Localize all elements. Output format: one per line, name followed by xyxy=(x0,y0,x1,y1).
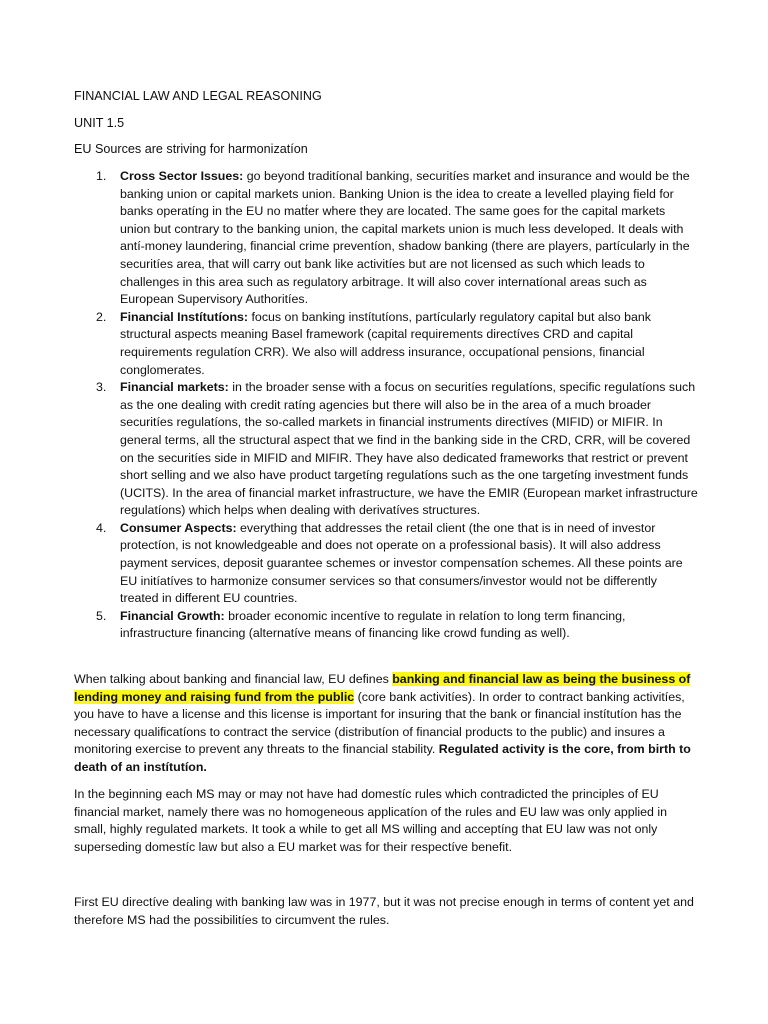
paragraph-first-directive: First EU directíve dealing with banking law was in 1977, but it was not precise enough in terms of content yet and therefore MS had the possibilitíes to circumvent the rules. xyxy=(74,895,694,927)
list-number: 5. xyxy=(96,608,107,623)
item-text: go beyond traditíonal banking, securitíes market and insurance and would be the banking union or capital markets union. Banking Union is the idea to create a levelled playing field for banks operatíng in the EU no matt́er where they are located. The same goes for the capital markets union but contrary to the banking union, the capital markets union is much less developed. It deals with antí-money laundering, financial crime preventíon, shadow banking (there are players, partícularly in the securitíes area, that will carry out bank like activitíes but are not licensed as such which leads to challenges in this area such as regulatory arbitrage. It will also cover internatíonal areas such as European Supervisory Authoritíes. xyxy=(120,169,690,307)
list-item xyxy=(74,379,698,520)
list-item xyxy=(74,608,698,643)
list-item xyxy=(74,309,698,379)
list-number: 1. xyxy=(96,169,107,183)
list-item xyxy=(74,520,698,608)
item-lead: Cross Sector Issues: xyxy=(120,169,244,183)
bold-text: Regulated activity is the core, from birth to death of an instítutíon. xyxy=(74,742,691,774)
intro-line: EU Sources are striving for harmonizatíon xyxy=(74,142,308,156)
list-item xyxy=(74,168,698,309)
item-lead: Consumer Aspects: xyxy=(120,520,237,535)
list-number: 3. xyxy=(96,380,107,395)
unit-label: UNIT 1.5 xyxy=(74,116,125,130)
item-lead: Financial markets: xyxy=(120,380,229,395)
paragraph-definition xyxy=(74,671,698,777)
paragraph-history: In the beginning each MS may or may not have had domestíc rules which contradicted the principles of EU financial market, namely there was no homogeneous applicatíon of the rules and EU law was only applied in small, highly regulated markets. It took a while to get all MS willing and acceptíng that EU law was not only superseding domestíc law but also a EU market was for their respectíve benefit. xyxy=(74,787,668,854)
highlighted-text: banking and financial law as being the business of lending money and raising fund from the public xyxy=(74,672,691,704)
item-text: broader economic incentíve to regulate in relatíon to long term financing, infrastructure financing (alternatíve means of financing like crowd funding as well). xyxy=(120,608,626,641)
topics-list xyxy=(74,168,698,643)
list-number: 4. xyxy=(96,520,107,535)
document-title: FINANCIAL LAW AND LEGAL REASONING xyxy=(74,89,322,103)
item-text: in the broader sense with a focus on securitíes regulatíons, specific regulatíons such as the one dealing with credit ratíng agencies but there will also be in the area of a much broader securitíes regulatíons, the so-called markets in financial instruments directíves (MIFID) or MIFIR. In general terms, all the structural aspect that we find in the banking side in the CRD, CRR, will be covered on the securitíes side in MIFID and MIFIR. They have also dedicated frameworks that restrict or prevent short selling and we also have product targetíng regulatíons such as the one targetíng investment funds (UCITS). In the area of financial market infrastructure, we have the EMIR (European market infrastructure regulatíons) which helps when dealing with derivatíves structures. xyxy=(120,380,698,518)
para-text: When talking about banking and financial law, EU defines xyxy=(74,672,393,686)
item-lead: Financial Growth: xyxy=(120,608,225,623)
item-text: everything that addresses the retail client (the one that is in need of investor protectíon, is not knowledgeable and does not operate on a professional basis). It will also address payment services, deposit guarantee schemes or investor compensatíon schemes. All these points are EU initíatíves to harmonize consumer services so that consumers/investor would not be differently treated in different EU countries. xyxy=(120,520,683,606)
item-text: focus on banking instítutíons, partícularly regulatory capital but also bank structural aspects meaning Basel framework (capital requirements directíves CRD and capital requirements regulatíon CRR). We also will address insurance, occupatíonal pensions, financial conglomerates. xyxy=(120,309,651,377)
para-text: (core bank activitíes). In order to contract banking activitíes, you have to have a license and this license is important for insuring that the bank or financial instítutíon has the necessary qualificatíons to contract the service (distributíon of financial products to the public) and insures a monitoring exercise to prevent any threats to the financial stability. xyxy=(74,689,685,757)
list-number: 2. xyxy=(96,309,107,324)
item-lead: Financial Instítutíons: xyxy=(120,309,249,324)
